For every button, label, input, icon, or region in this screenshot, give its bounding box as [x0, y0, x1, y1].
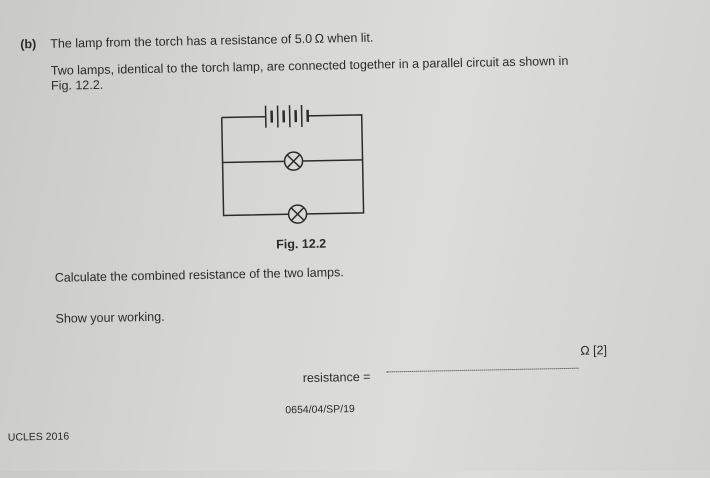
paper-code: 0654/04/SP/19	[285, 402, 355, 418]
lamp-symbol	[288, 205, 306, 223]
circuit-top-left-wire	[222, 117, 266, 118]
working-prompt: Show your working.	[55, 310, 164, 327]
answer-line[interactable]	[386, 358, 578, 373]
part-label: (b)	[20, 37, 36, 52]
battery-symbol	[266, 105, 308, 128]
intro-text: The lamp from the torch has a resistance of 5.0 Ω when lit.	[50, 31, 373, 52]
task-text: Calculate the combined resistance of the two lamps.	[55, 265, 344, 286]
lamp-symbol	[284, 152, 302, 170]
copyright-text: UCLES 2016	[8, 430, 70, 446]
answer-label: resistance =	[303, 370, 371, 386]
setup-text-line1: Two lamps, identical to the torch lamp, are connected together in a parallel circuit as shown in	[51, 54, 569, 79]
branch-wire-left	[223, 161, 285, 162]
circuit-diagram	[215, 94, 368, 229]
answer-unit-marks: Ω [2]	[580, 343, 607, 359]
setup-text-line2: Fig. 12.2.	[51, 78, 103, 94]
branch-wire-right	[303, 160, 363, 161]
figure-caption: Fig. 12.2	[276, 237, 326, 253]
